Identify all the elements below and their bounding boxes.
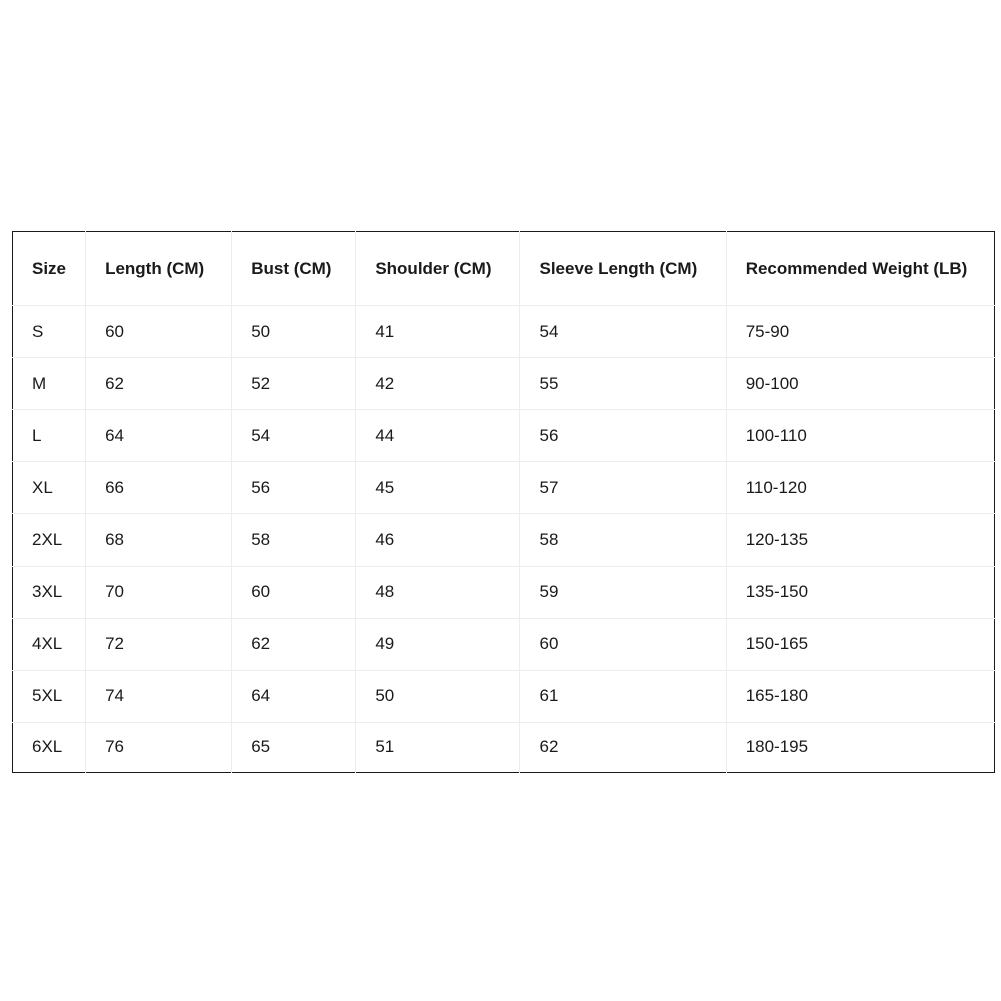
cell-length: 74	[86, 670, 232, 722]
cell-recommended-weight: 180-195	[726, 722, 994, 772]
cell-shoulder: 50	[356, 670, 520, 722]
cell-length: 60	[86, 306, 232, 358]
cell-shoulder: 48	[356, 566, 520, 618]
cell-recommended-weight: 120-135	[726, 514, 994, 566]
cell-shoulder: 51	[356, 722, 520, 772]
cell-bust: 54	[232, 410, 356, 462]
cell-size: 2XL	[13, 514, 86, 566]
cell-length: 70	[86, 566, 232, 618]
cell-sleeve-length: 61	[520, 670, 726, 722]
table-row	[13, 410, 995, 462]
table-row	[13, 358, 995, 410]
cell-sleeve-length: 56	[520, 410, 726, 462]
table-header	[13, 232, 995, 306]
cell-shoulder: 49	[356, 618, 520, 670]
cell-bust: 62	[232, 618, 356, 670]
column-header-recommended-weight: Recommended Weight (LB)	[726, 232, 994, 306]
cell-size: XL	[13, 462, 86, 514]
column-header-size: Size	[32, 258, 67, 278]
cell-bust: 52	[232, 358, 356, 410]
cell-length: 68	[86, 514, 232, 566]
column-header-sleeve-length: Sleeve Length (CM)	[520, 232, 726, 306]
table-row	[13, 566, 995, 618]
cell-recommended-weight: 100-110	[726, 410, 994, 462]
cell-bust: 56	[232, 462, 356, 514]
cell-length: 62	[86, 358, 232, 410]
cell-size: 3XL	[13, 566, 86, 618]
cell-recommended-weight: 150-165	[726, 618, 994, 670]
cell-bust: 50	[232, 306, 356, 358]
cell-size: 6XL	[13, 722, 86, 772]
cell-length: 64	[86, 410, 232, 462]
column-header-shoulder: Shoulder (CM)	[356, 232, 520, 306]
header-row	[13, 232, 995, 306]
table-body	[13, 306, 995, 773]
cell-shoulder: 41	[356, 306, 520, 358]
cell-shoulder: 42	[356, 358, 520, 410]
cell-size: M	[13, 358, 86, 410]
cell-sleeve-length: 54	[520, 306, 726, 358]
cell-size: L	[13, 410, 86, 462]
size-chart-table	[12, 231, 995, 773]
cell-size: 4XL	[13, 618, 86, 670]
cell-recommended-weight: 75-90	[726, 306, 994, 358]
cell-sleeve-length: 57	[520, 462, 726, 514]
cell-sleeve-length: 59	[520, 566, 726, 618]
table-row	[13, 722, 995, 772]
table-row	[13, 462, 995, 514]
column-header-bust: Bust (CM)	[232, 232, 356, 306]
cell-length: 72	[86, 618, 232, 670]
cell-sleeve-length: 62	[520, 722, 726, 772]
cell-length: 66	[86, 462, 232, 514]
cell-shoulder: 45	[356, 462, 520, 514]
cell-recommended-weight: 110-120	[726, 462, 994, 514]
cell-sleeve-length: 60	[520, 618, 726, 670]
column-header-length: Length (CM)	[86, 232, 232, 306]
cell-bust: 64	[232, 670, 356, 722]
cell-recommended-weight: 135-150	[726, 566, 994, 618]
table-row	[13, 670, 995, 722]
cell-bust: 58	[232, 514, 356, 566]
cell-bust: 60	[232, 566, 356, 618]
cell-shoulder: 46	[356, 514, 520, 566]
cell-size: S	[13, 306, 86, 358]
table-row	[13, 514, 995, 566]
cell-sleeve-length: 55	[520, 358, 726, 410]
cell-sleeve-length: 58	[520, 514, 726, 566]
table-row	[13, 306, 995, 358]
cell-shoulder: 44	[356, 410, 520, 462]
cell-recommended-weight: 90-100	[726, 358, 994, 410]
table-row	[13, 618, 995, 670]
cell-recommended-weight: 165-180	[726, 670, 994, 722]
cell-length: 76	[86, 722, 232, 772]
cell-size: 5XL	[13, 670, 86, 722]
cell-bust: 65	[232, 722, 356, 772]
